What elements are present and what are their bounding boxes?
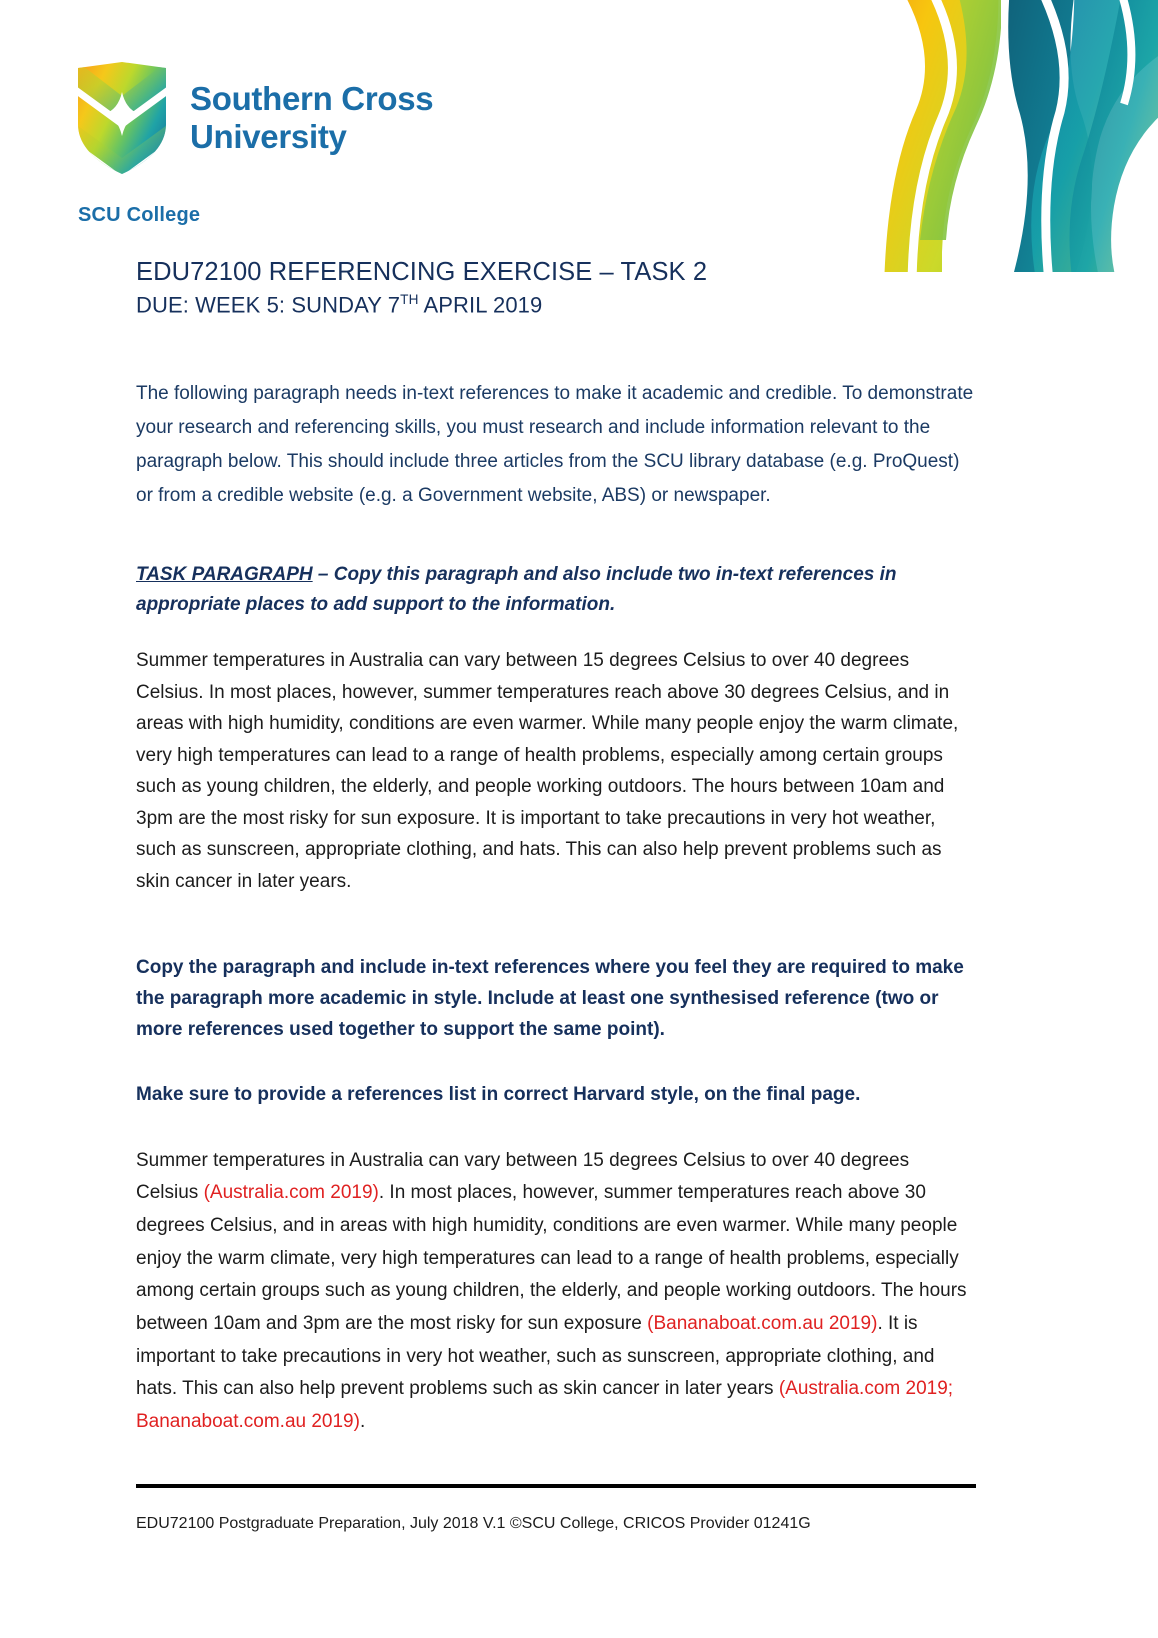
due-date-suffix: APRIL 2019 (418, 291, 543, 317)
answer-segment-2: . In most places, however, summer temperatures reach above 30 degrees Celsius, and in areas with high humidity, conditions are even warmer. While many people enjoy the warm climate, very high temperatures can lead to a range of health problems, especially among certain groups such as young children, the elderly, and people working outdoors. The hours between 10am and 3pm are the most risky for sun exposure (136, 1182, 967, 1334)
wordmark-line-1: Southern Cross (190, 79, 434, 117)
wordmark-line-2: University (190, 118, 347, 155)
answer-segment-1: Summer temperatures in Australia can vary between 15 degrees Celsius to over 40 degrees Celsius (136, 1149, 910, 1204)
task-heading-label: TASK PARAGRAPH (136, 564, 313, 586)
citation-synthesised: (Australia.com 2019; Bananaboat.com.au 2019) (136, 1378, 954, 1432)
source-paragraph: Summer temperatures in Australia can vary between 15 degrees Celsius to over 40 degrees Celsius. In most places, however, summer temperatures reach above 30 degrees Celsius, and in areas with high humidity, conditions are even warmer. While many people enjoy the warm climate, very high temperatures can lead to a range of health problems, especially among certain groups such as young children, the elderly, and people working outdoors. The hours between 10am and 3pm are the most risky for sun exposure. It is important to take precautions in very hot weather, such as sunscreen, appropriate clothing, and hats. This can also help prevent problems such as skin cancer in later years. (136, 650, 959, 892)
due-date-line (136, 291, 976, 319)
instruction-copy-paragraph: Copy the paragraph and include in-text references where you feel they are required to make the paragraph more academic in style. Include at least one synthesised reference (two or more references used together to support the same point). (136, 957, 964, 1041)
document-body (136, 256, 976, 1458)
footer-divider (136, 1484, 976, 1488)
corner-ribbon-decoration (824, 0, 1158, 272)
answer-paragraph (136, 1145, 976, 1439)
citation-bananaboat: (Bananaboat.com.au 2019) (647, 1312, 878, 1334)
task-paragraph-heading (136, 560, 976, 619)
footer-text: EDU72100 Postgraduate Preparation, July 2018 V.1 ©SCU College, CRICOS Provider 01241G (136, 1515, 811, 1532)
answer-segment-3: . It is important to take precautions in very hot weather, such as sunscreen, appropriate clothing, and hats. This can also help prevent problems such as skin cancer in later years (136, 1312, 935, 1400)
scu-wordmark (190, 80, 433, 157)
due-date-ordinal: TH (400, 291, 419, 307)
scu-logo (76, 62, 433, 174)
intro-paragraph: The following paragraph needs in-text references to make it academic and credible. To demonstrate your research and referencing skills, you must research and include information relevant to the paragraph below. This should include three articles from the SCU library database (e.g. ProQuest) or from a credible website (e.g. a Government website, ABS) or newspaper. (136, 383, 974, 506)
answer-segment-4: . (359, 1410, 366, 1432)
instruction-references-list: Make sure to provide a references list in correct Harvard style, on the final page. (136, 1083, 861, 1105)
scu-shield-icon (76, 62, 168, 174)
task-heading-rest: – Copy this paragraph and also include two in-text references in appropriate places to add support to the information. (136, 564, 897, 615)
page-title: EDU72100 REFERENCING EXERCISE – TASK 2 (136, 258, 708, 286)
faculty-label: SCU College (78, 204, 201, 226)
due-date-prefix: DUE: WEEK 5: SUNDAY 7 (136, 291, 401, 317)
citation-australia-1: (Australia.com 2019) (203, 1182, 379, 1204)
